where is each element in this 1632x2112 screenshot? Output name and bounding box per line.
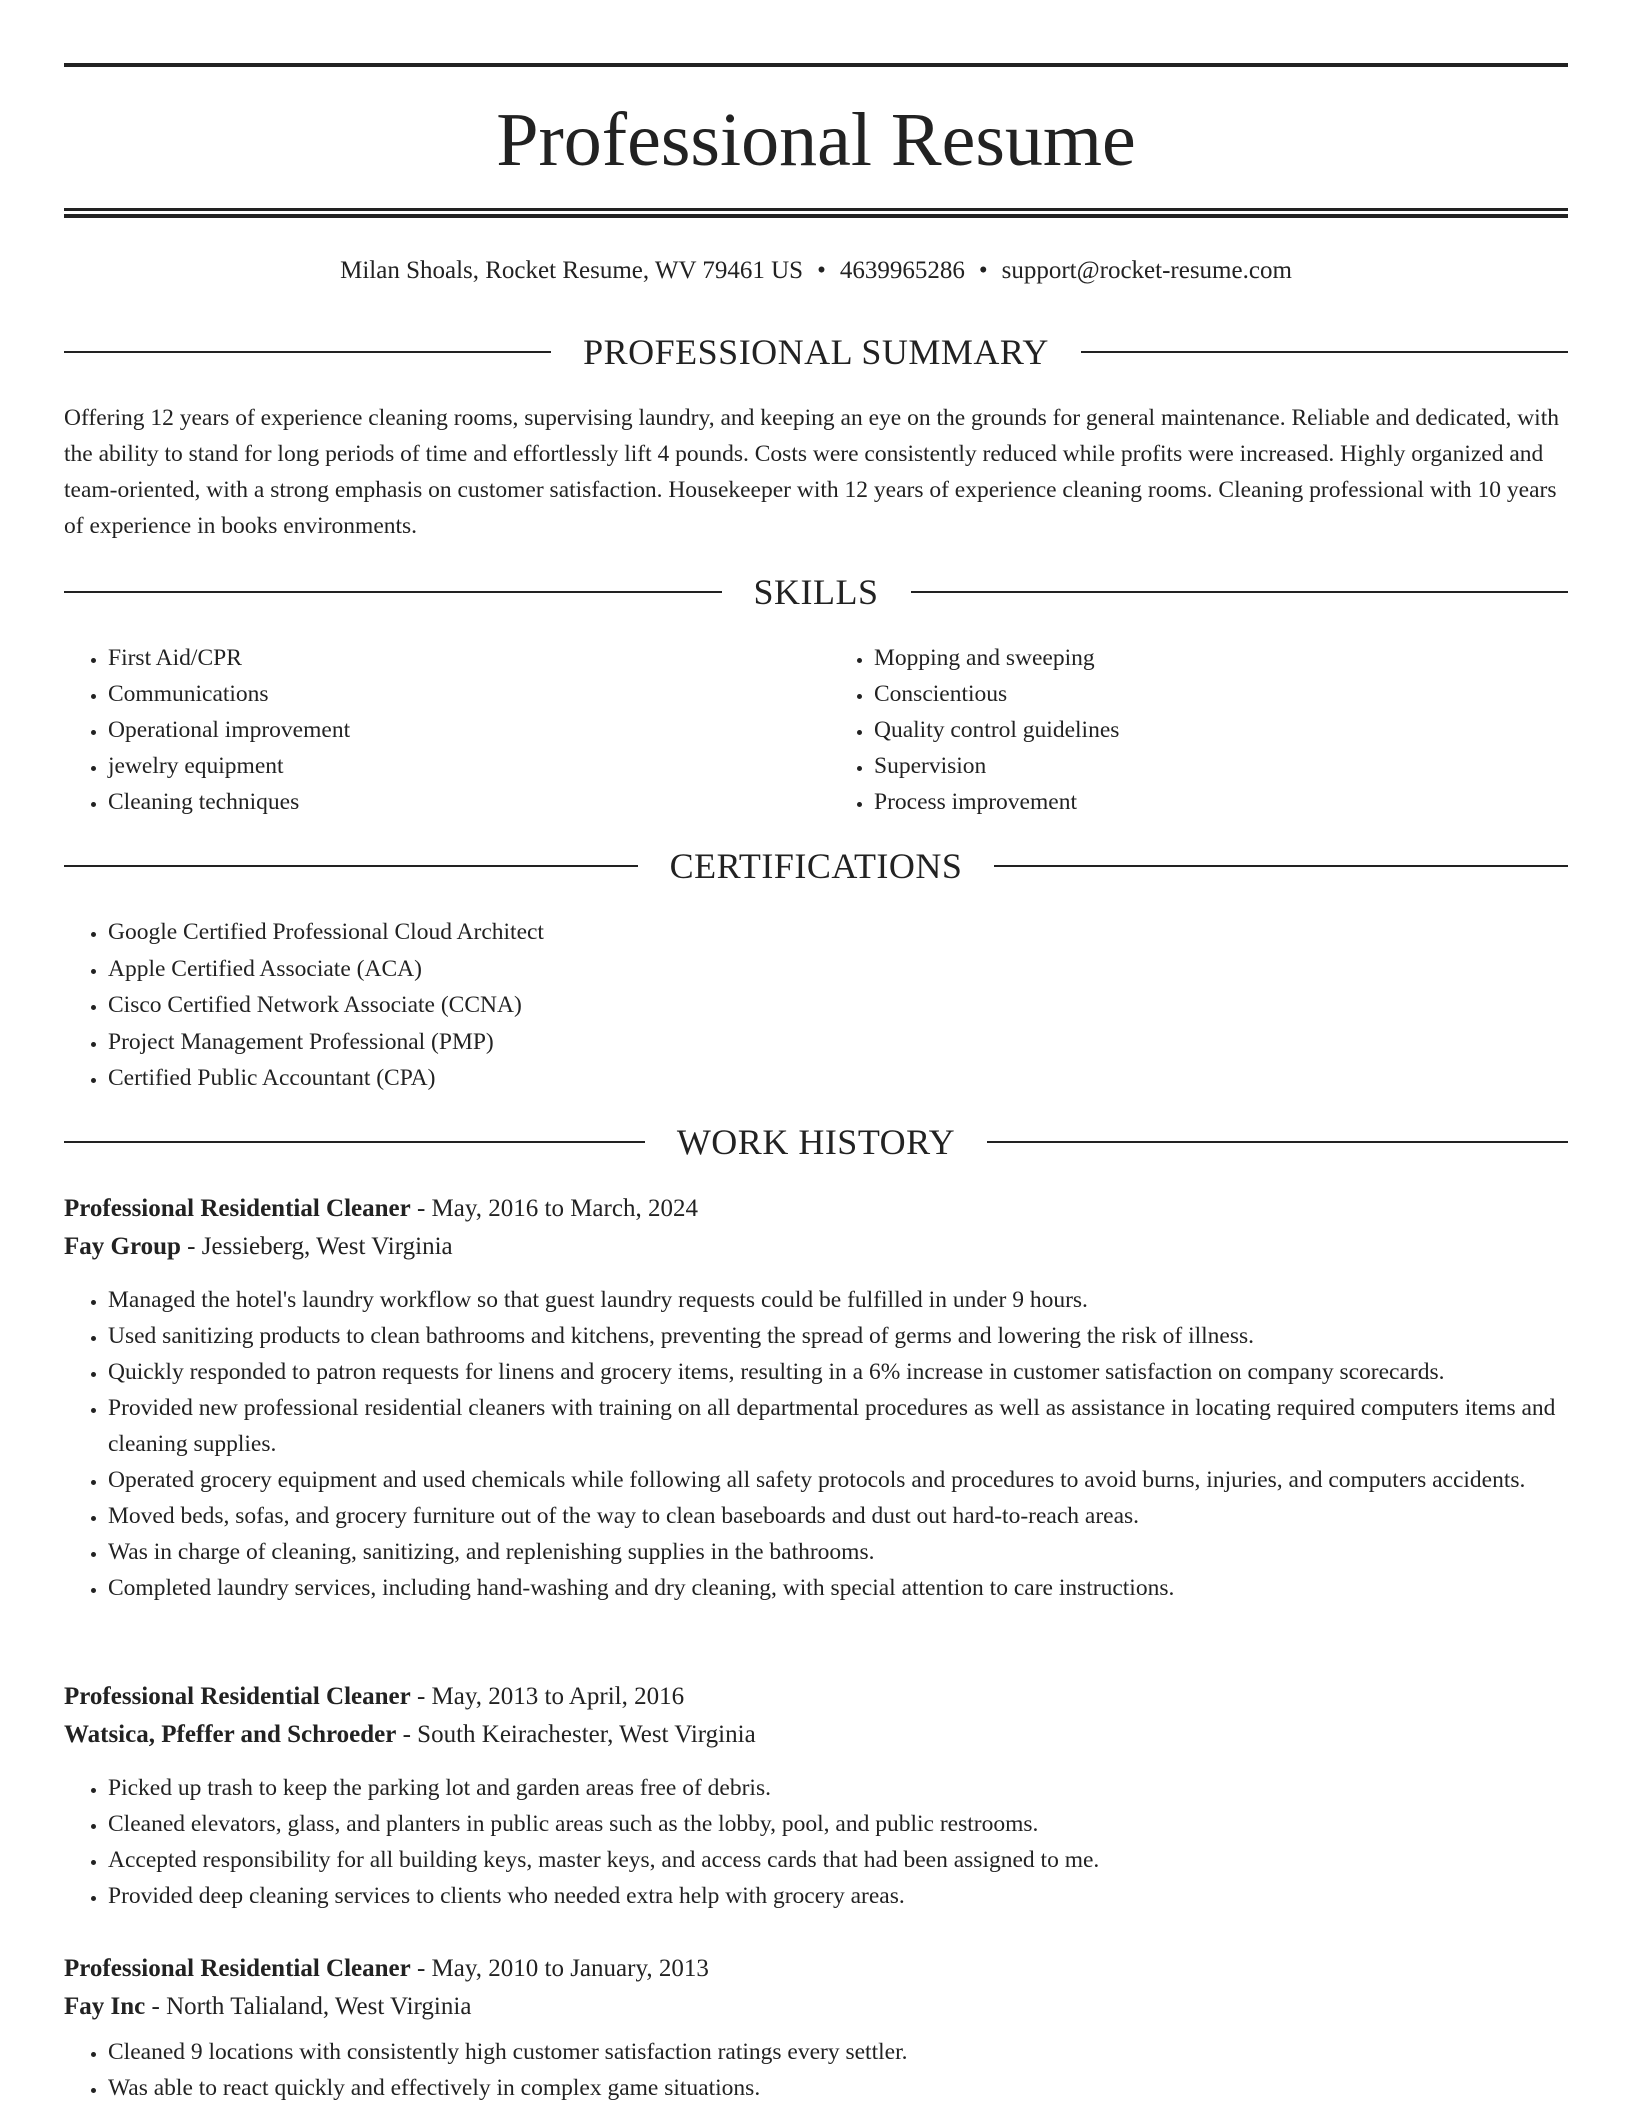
certifications-heading-text: CERTIFICATIONS	[669, 846, 963, 886]
skill-item: • Process improvement	[874, 784, 1568, 820]
job-company: Fay Inc	[64, 1993, 146, 2020]
contact-separator: •	[978, 257, 988, 284]
job-bullet: • Picked up trash to keep the parking lot and garden areas free of debris.	[108, 1770, 1568, 1806]
contact-separator: •	[817, 257, 826, 284]
certification-item: • Google Certified Professional Cloud Architect	[108, 914, 1568, 951]
skills-heading	[64, 570, 1568, 614]
job-bullet: • Cleaned elevators, glass, and planters in public areas such as the lobby, pool, and public restrooms.	[108, 1806, 1568, 1842]
job-company-line	[64, 1716, 1568, 1754]
heading-rule-right	[911, 591, 1569, 593]
job-title-line	[64, 1950, 1568, 1988]
skills-columns	[64, 640, 1568, 820]
skill-item: • Communications	[108, 676, 816, 712]
job-company: Watsica, Pfeffer and Schroeder	[64, 1721, 397, 1748]
certification-item: • Certified Public Accountant (CPA)	[108, 1060, 1568, 1097]
job-entry	[64, 1190, 1568, 1606]
skill-item: • jewelry equipment	[108, 748, 816, 784]
job-bullet: • Accepted responsibility for all building keys, master keys, and access cards that had been assigned to me.	[108, 1842, 1568, 1878]
contact-line	[0, 254, 1632, 288]
job-company-line	[64, 1228, 1568, 1266]
job-title-line	[64, 1190, 1568, 1228]
skill-item: • Mopping and sweeping	[874, 640, 1568, 676]
job-entry	[64, 1950, 1568, 2106]
job-bullet: • Was in charge of cleaning, sanitizing, and replenishing supplies in the bathrooms.	[108, 1534, 1568, 1570]
job-bullets	[64, 2034, 1568, 2106]
job-location: - Jessieberg, West Virginia	[180, 1233, 453, 1260]
top-rule	[64, 63, 1568, 67]
job-title-line	[64, 1678, 1568, 1716]
job-bullet: • Used sanitizing products to clean bathrooms and kitchens, preventing the spread of germs and lowering the risk of illness.	[108, 1318, 1568, 1354]
heading-rule-left	[64, 1141, 645, 1143]
skill-item: • Cleaning techniques	[108, 784, 816, 820]
heading-rule-left	[64, 865, 638, 867]
job-bullet: • Completed laundry services, including hand-washing and dry cleaning, with special attention to care instructions.	[108, 1570, 1568, 1606]
skills-list-left	[64, 640, 816, 820]
job-dates: - May, 2010 to January, 2013	[410, 1955, 709, 1982]
certification-item: • Cisco Certified Network Associate (CCNA)	[108, 987, 1568, 1024]
contact-address: Milan Shoals, Rocket Resume, WV 79461 US	[340, 257, 804, 284]
job-bullet: • Managed the hotel's laundry workflow so that guest laundry requests could be fulfilled in under 9 hours.	[108, 1282, 1568, 1318]
job-bullet: • Operated grocery equipment and used chemicals while following all safety protocols and procedures to avoid burns, injuries, and computers accidents.	[108, 1462, 1568, 1498]
job-bullet: • Cleaned 9 locations with consistently high customer satisfaction ratings every settler.	[108, 2034, 1568, 2070]
certifications-heading	[64, 844, 1568, 888]
job-dates: - May, 2013 to April, 2016	[410, 1683, 685, 1710]
job-company: Fay Group	[64, 1233, 181, 1260]
job-title: Professional Residential Cleaner	[64, 1955, 411, 1982]
certifications-list	[64, 914, 1568, 1097]
job-bullets	[64, 1282, 1568, 1606]
work-history-heading-text: WORK HISTORY	[676, 1122, 956, 1162]
skill-item: • Conscientious	[874, 676, 1568, 712]
job-bullet: • Was able to react quickly and effectively in complex game situations.	[108, 2070, 1568, 2106]
heading-rule-right	[1081, 351, 1568, 353]
job-location: - South Keirachester, West Virginia	[396, 1721, 756, 1748]
job-bullets	[64, 1770, 1568, 1914]
certification-item: • Apple Certified Associate (ACA)	[108, 951, 1568, 988]
skill-item: • First Aid/CPR	[108, 640, 816, 676]
job-dates: - May, 2016 to March, 2024	[410, 1195, 698, 1222]
heading-rule-left	[64, 351, 551, 353]
skills-heading-text: SKILLS	[753, 572, 879, 612]
contact-phone: 4639965286	[839, 257, 965, 284]
skill-item: • Supervision	[874, 748, 1568, 784]
work-history-heading	[64, 1120, 1568, 1164]
job-title: Professional Residential Cleaner	[64, 1683, 411, 1710]
heading-rule-left	[64, 591, 722, 593]
job-title: Professional Residential Cleaner	[64, 1195, 411, 1222]
skills-list-right	[816, 640, 1568, 820]
job-bullet: • Quickly responded to patron requests for linens and grocery items, resulting in a 6% increase in customer satisfaction on company scorecards.	[108, 1354, 1568, 1390]
job-bullet: • Provided deep cleaning services to clients who needed extra help with grocery areas.	[108, 1878, 1568, 1914]
job-entry	[64, 1678, 1568, 1914]
skill-item: • Operational improvement	[108, 712, 816, 748]
skill-item: • Quality control guidelines	[874, 712, 1568, 748]
job-company-line	[64, 1988, 1568, 2026]
summary-text: Offering 12 years of experience cleaning rooms, supervising laundry, and keeping an eye on the grounds for general maintenance. Reliable and dedicated, with the ability to stand for long periods of time and effortlessly lift 4 pounds. Costs were consistently reduced while profits were increased. Highly organized and team-oriented, with a strong emphasis on customer satisfaction. Housekeeper with 12 years of experience cleaning rooms. Cleaning professional with 10 years of experience in books environments.	[64, 405, 1559, 539]
job-bullet: • Provided new professional residential cleaners with training on all departmental procedures as well as assistance in locating required computers items and cleaning supplies.	[108, 1390, 1568, 1462]
summary-heading-text: PROFESSIONAL SUMMARY	[583, 332, 1049, 372]
contact-email: support@rocket-resume.com	[1001, 257, 1292, 284]
job-bullet: • Moved beds, sofas, and grocery furniture out of the way to clean baseboards and dust out hard-to-reach areas.	[108, 1498, 1568, 1534]
certifications-block	[64, 914, 1568, 1097]
title-double-rule	[64, 208, 1568, 218]
page-title: Professional Resume	[496, 98, 1136, 182]
heading-rule-right	[987, 1141, 1568, 1143]
heading-rule-right	[994, 865, 1568, 867]
certification-item: • Project Management Professional (PMP)	[108, 1024, 1568, 1061]
job-location: - North Talialand, West Virginia	[145, 1993, 472, 2020]
summary-heading	[64, 330, 1568, 374]
